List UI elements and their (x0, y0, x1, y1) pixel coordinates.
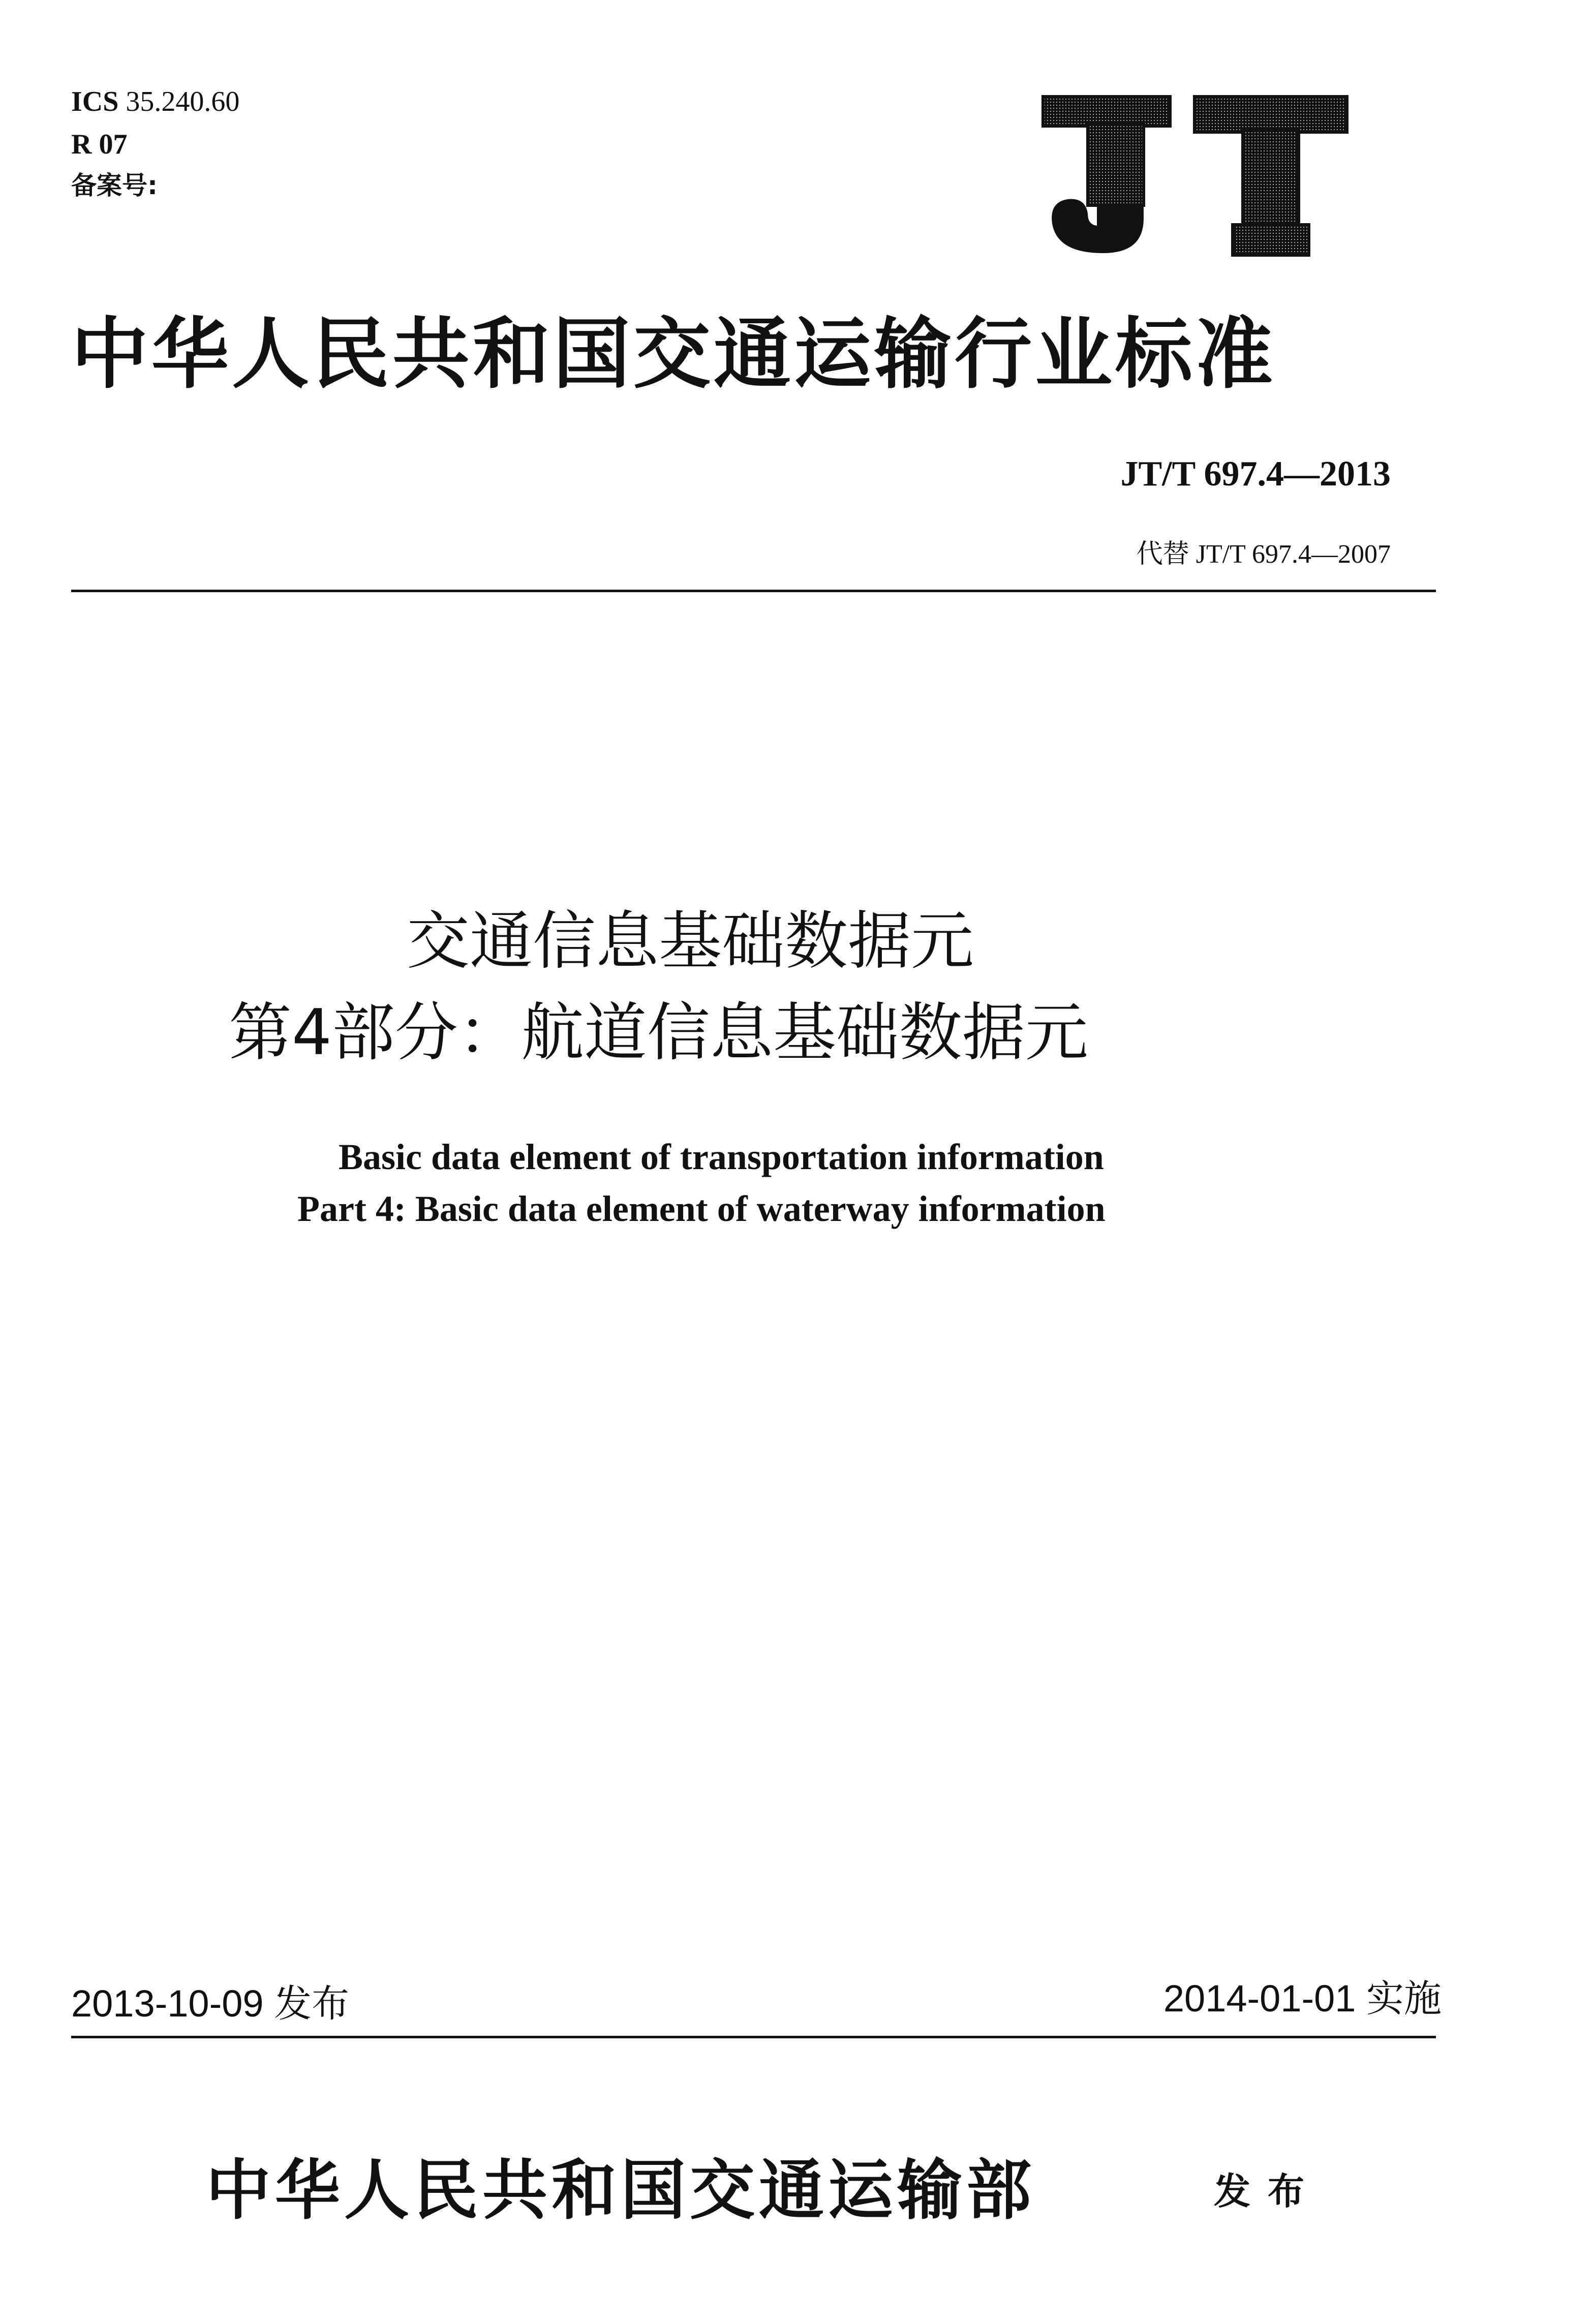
ics-code (71, 87, 239, 116)
publisher-name: 中华人民共和国交通运输部 (206, 2152, 1036, 2228)
en-title-line2: Part 4: Basic data element of waterway information (297, 1188, 1106, 1229)
ics-label: ICS (71, 86, 119, 117)
cn-title-line2: 第4部分：航道信息基础数据元 (229, 996, 1088, 1069)
ccs-code: R 07 (71, 129, 128, 160)
cn-title-line1: 交通信息基础数据元 (407, 905, 974, 978)
top-rule (71, 590, 1436, 592)
logo-letter-t (1194, 97, 1347, 255)
standard-number: JT/T 697.4—2013 (1120, 454, 1391, 494)
ics-value: 35.240.60 (126, 86, 240, 117)
replaces-standard: 代替 JT/T 697.4—2007 (1136, 540, 1391, 569)
record-number-label: 备案号: (71, 171, 158, 200)
logo-letter-j (1043, 97, 1170, 253)
publish-label: 发布 (1214, 2170, 1322, 2213)
bottom-rule (71, 2036, 1436, 2038)
issue-date: 2013-10-09 发布 (71, 1982, 350, 2025)
implementation-date: 2014-01-01 实施 (1163, 1977, 1442, 2020)
en-title-line1: Basic data element of transportation information (339, 1137, 1104, 1177)
jt-logo (1037, 91, 1352, 259)
industry-standard-title: 中华人民共和国交通运输行业标准 (71, 308, 1276, 399)
